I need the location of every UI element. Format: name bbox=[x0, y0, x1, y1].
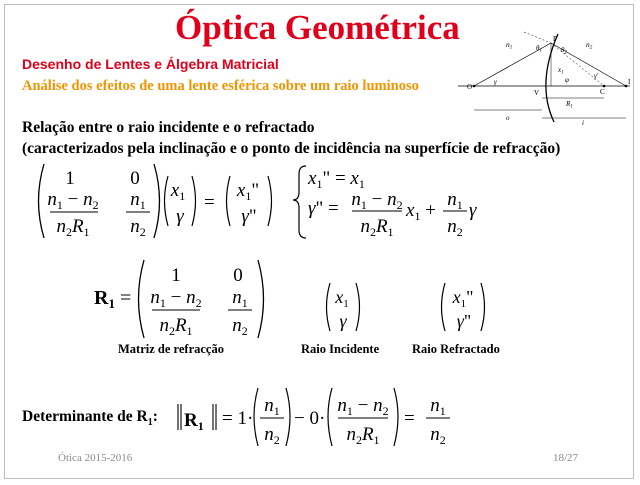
svg-text:n1: $n_1$ bbox=[447, 189, 463, 212]
svg-text:n1: $n_1$ bbox=[430, 395, 446, 418]
svg-text:= 1·: = 1· bbox=[222, 408, 254, 429]
caption-refracted-ray: Raio Refractado bbox=[412, 342, 500, 356]
label-object-distance: o bbox=[506, 114, 510, 122]
svg-text:n2: $n_2$ bbox=[264, 424, 280, 447]
svg-text:0: 0 bbox=[130, 168, 140, 189]
svg-text:0: 0 bbox=[233, 265, 243, 286]
label-n2: $n_2$ bbox=[586, 40, 593, 51]
lens-refraction-diagram bbox=[454, 30, 634, 126]
label-n1: $n_1$ bbox=[506, 40, 513, 51]
svg-text:n1 − n2: $n_1 - n_2$ bbox=[337, 395, 389, 418]
system-of-equations bbox=[292, 160, 482, 242]
svg-text:x1: $x_1$ bbox=[170, 180, 186, 203]
determinant-label: Determinante de $R_1$: bbox=[22, 408, 158, 429]
refraction-matrix-definition bbox=[92, 256, 272, 342]
svg-text:n1 − n2: $n_1 - n_2$ bbox=[47, 189, 99, 212]
relation-description: (caracterizados pela inclinação e o ponto de incidência na superfície de refracção) bbox=[22, 140, 561, 157]
svg-text:n1: $n_1$ bbox=[264, 395, 280, 418]
svg-text:x1: $x_1$ bbox=[335, 287, 349, 310]
svg-text:γ": γ" bbox=[456, 311, 472, 331]
incident-ray-vector bbox=[322, 280, 364, 334]
caption-incident-ray: Raio Incidente bbox=[301, 342, 380, 356]
svg-text:n2: $n_2$ bbox=[130, 216, 146, 239]
slide-subtitle: Desenho de Lentes e Álgebra Matricial bbox=[22, 56, 279, 72]
svg-text:1: 1 bbox=[65, 168, 75, 189]
svg-text:γ" =: γ" = bbox=[308, 198, 339, 219]
refracted-ray-vector bbox=[437, 280, 489, 334]
svg-text:− 0·: − 0· bbox=[294, 408, 326, 429]
determinant-equation bbox=[172, 382, 462, 454]
label-p: P bbox=[553, 35, 557, 43]
svg-text:=: = bbox=[404, 408, 415, 429]
svg-text:R1 =: $R_1$ = bbox=[94, 287, 132, 311]
label-o: O bbox=[467, 83, 473, 91]
svg-text:n2R1: $n_2R_1$ bbox=[56, 216, 90, 239]
svg-text:1: 1 bbox=[171, 265, 181, 286]
svg-text:x1 +: $x_1$ + bbox=[406, 200, 436, 223]
label-c: C bbox=[600, 88, 605, 96]
label-image-distance: i bbox=[582, 119, 584, 126]
spherical-surface bbox=[546, 34, 558, 122]
label-v: V bbox=[534, 89, 540, 97]
relation-heading: Relação entre o raio incidente e o refractado bbox=[22, 119, 315, 136]
svg-text:R1: $R_1$ bbox=[184, 410, 204, 433]
svg-text:γ: γ bbox=[176, 206, 184, 227]
svg-text:=: = bbox=[204, 192, 215, 213]
footer-course: Ótica 2015-2016 bbox=[58, 452, 133, 464]
svg-text:n2: $n_2$ bbox=[430, 424, 446, 447]
label-theta1: $\theta_1$ bbox=[536, 44, 542, 54]
point-i bbox=[625, 85, 628, 88]
label-gamma: γ bbox=[494, 78, 497, 86]
label-gamma-prime: γ' bbox=[594, 72, 599, 80]
svg-text:n2R1: $n_2R_1$ bbox=[159, 315, 193, 338]
footer-page-number: 18/27 bbox=[553, 452, 579, 464]
label-i: I bbox=[628, 78, 631, 86]
svg-text:γ: γ bbox=[469, 200, 477, 221]
label-phi: φ bbox=[565, 76, 569, 84]
caption-refraction-matrix: Matriz de refracção bbox=[118, 342, 224, 356]
svg-text:n1 − n2: $n_1 - n_2$ bbox=[150, 287, 202, 310]
label-x1: $x_1$ bbox=[558, 66, 564, 76]
label-theta2: $\theta_2$ bbox=[561, 46, 567, 56]
svg-text:n1: $n_1$ bbox=[232, 287, 248, 310]
svg-text:γ": γ" bbox=[241, 206, 257, 227]
slide-subheading: Análise dos efeitos de uma lente esférica sobre um raio luminoso bbox=[22, 78, 419, 94]
label-r1: $R_1$ bbox=[566, 100, 573, 110]
point-o bbox=[473, 85, 476, 88]
svg-text:x1": $x_1$" bbox=[236, 180, 260, 203]
svg-text:x1" = x1: $x_1$" = $x_1$ bbox=[308, 168, 365, 191]
svg-text:n2: $n_2$ bbox=[447, 216, 463, 239]
point-c bbox=[603, 85, 606, 88]
slide-title: Óptica Geométrica bbox=[175, 8, 460, 47]
svg-text:x1": $x_1$" bbox=[452, 287, 474, 310]
svg-text:n2R1: $n_2R_1$ bbox=[360, 216, 394, 239]
svg-text:n2R1: $n_2R_1$ bbox=[346, 424, 380, 447]
svg-text:γ: γ bbox=[339, 311, 347, 331]
normal-extension bbox=[524, 32, 551, 43]
svg-text:n1 − n2: $n_1 - n_2$ bbox=[351, 189, 403, 212]
matrix-equation bbox=[30, 160, 288, 242]
svg-text:n1: $n_1$ bbox=[130, 189, 146, 212]
svg-text:n2: $n_2$ bbox=[232, 315, 248, 338]
